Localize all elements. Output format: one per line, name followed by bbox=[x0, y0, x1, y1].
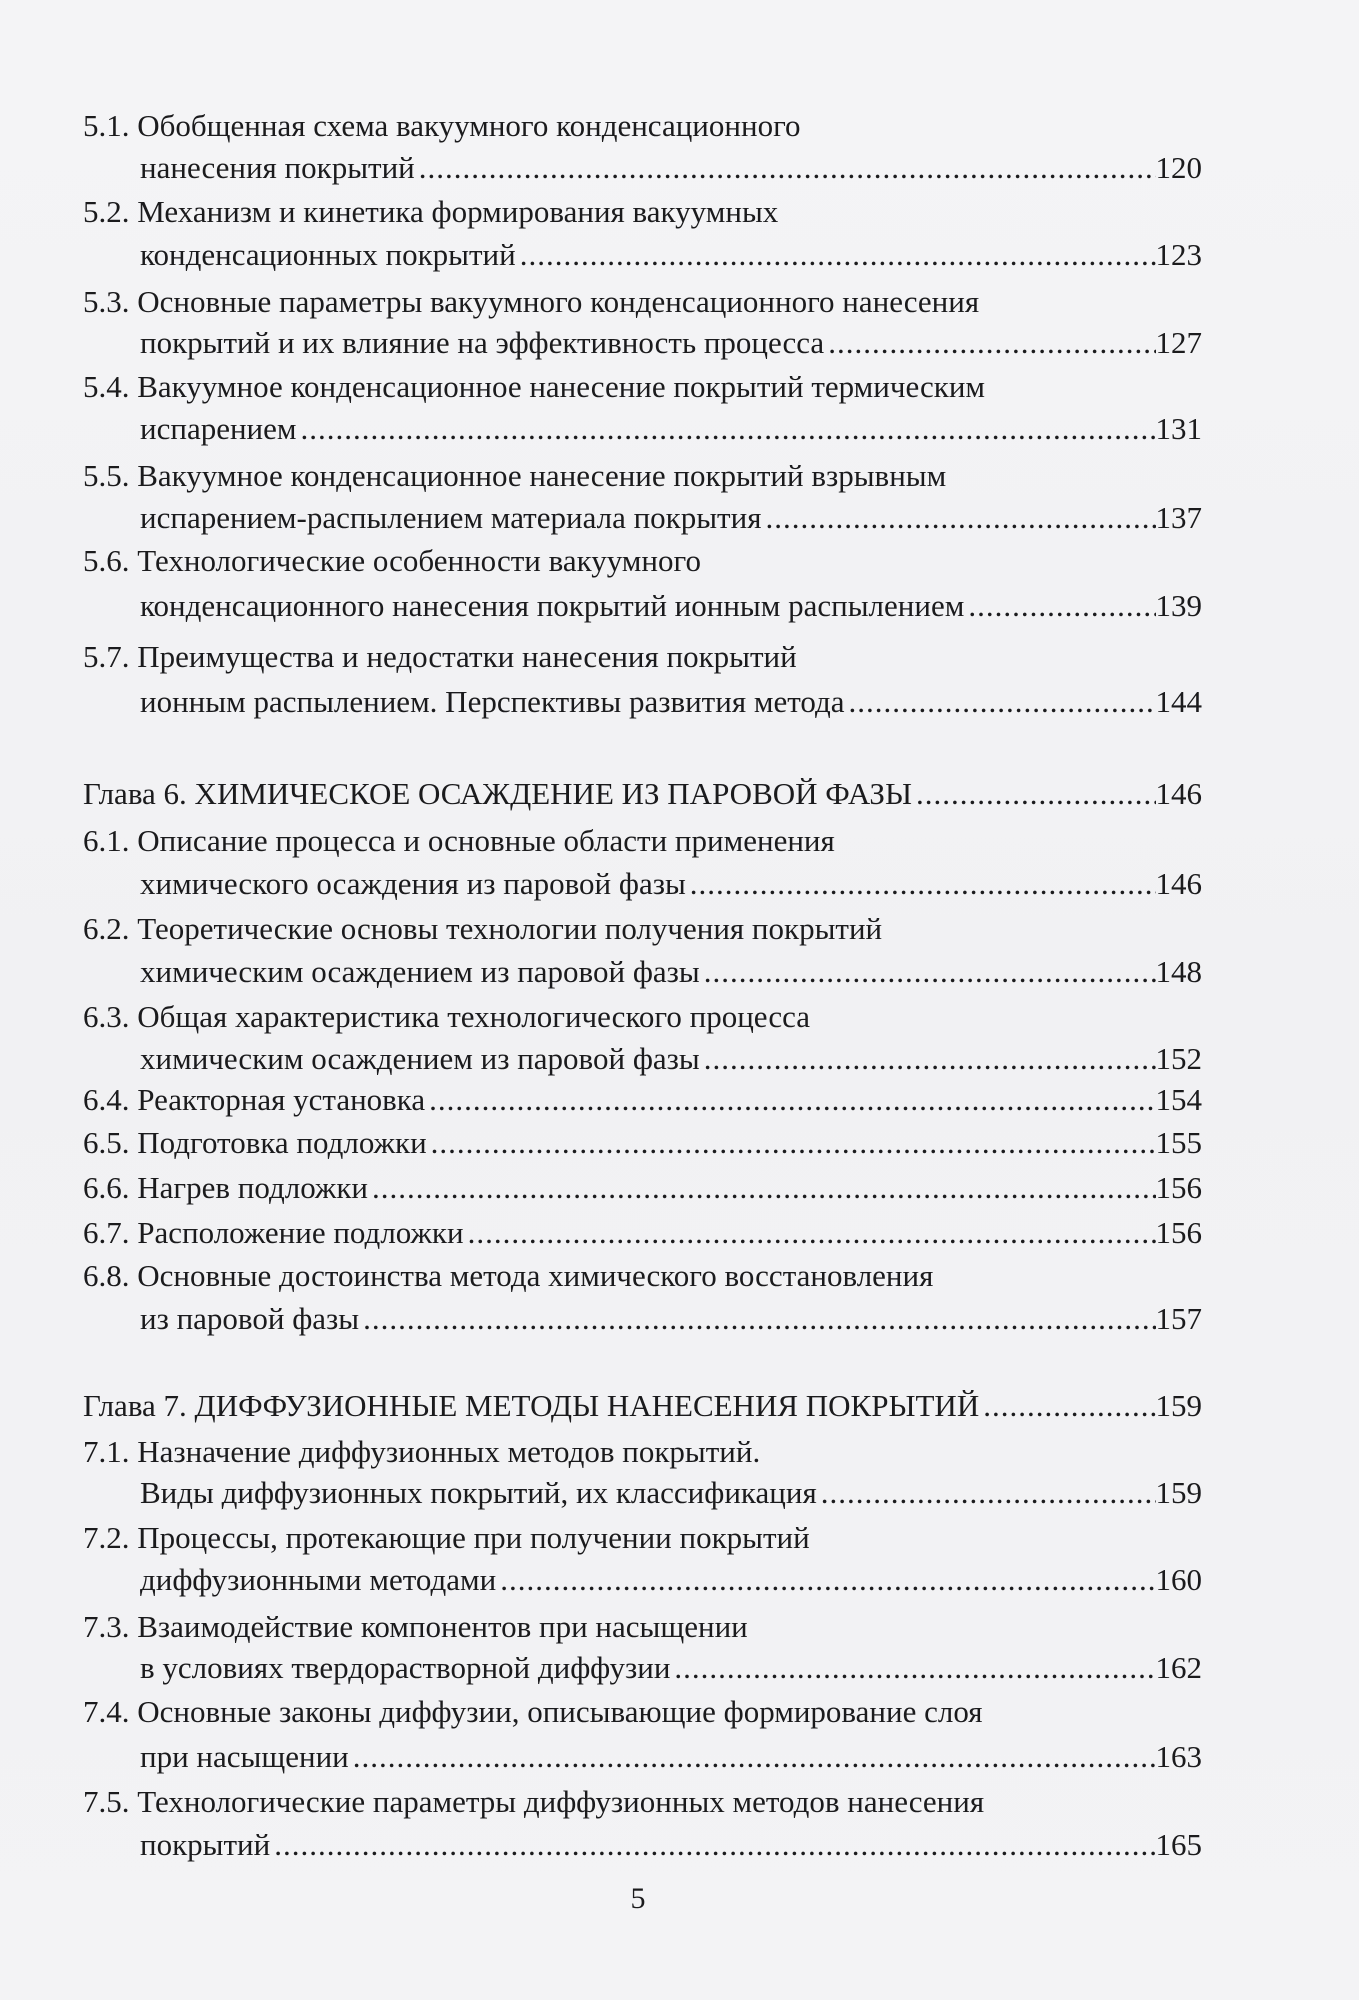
toc-page-number: 144 bbox=[1155, 684, 1202, 719]
toc-page-number: 159 bbox=[1155, 1388, 1202, 1423]
dot-leader bbox=[516, 235, 1156, 275]
toc-entry-line bbox=[140, 1737, 1202, 1777]
dot-leader bbox=[844, 682, 1155, 722]
toc-entry-text: ионным распылением. Перспективы развития метода bbox=[140, 684, 845, 719]
toc-entry-text: при насыщении bbox=[140, 1739, 349, 1774]
toc-entry-text: 7.1. Назначение диффузионных методов покрытий. bbox=[83, 1434, 761, 1469]
toc-entry-text: 5.1. Обобщенная схема вакуумного конденсационного bbox=[83, 108, 801, 143]
dot-leader bbox=[425, 1080, 1155, 1120]
toc-entry-text: из паровой фазы bbox=[140, 1301, 360, 1336]
toc-entry-line bbox=[140, 1473, 1202, 1513]
toc-entry-line bbox=[140, 1039, 1202, 1079]
page-number: 5 bbox=[630, 1882, 646, 1915]
toc-entry-title bbox=[83, 1518, 810, 1558]
toc-entry-title bbox=[83, 1256, 933, 1296]
toc-entry-text: испарением bbox=[140, 411, 297, 446]
toc-entry-line bbox=[140, 148, 1202, 188]
toc-entry-text: 7.5. Технологические параметры диффузионных методов нанесения bbox=[83, 1784, 985, 1819]
dot-leader bbox=[368, 1168, 1156, 1208]
chapter-title: Глава 6. ХИМИЧЕСКОЕ ОСАЖДЕНИЕ ИЗ ПАРОВОЙ ФАЗЫ bbox=[83, 776, 912, 811]
toc-page-number: 165 bbox=[1155, 1827, 1202, 1862]
toc-entry-title bbox=[83, 1692, 983, 1732]
toc-page-number: 146 bbox=[1155, 866, 1202, 901]
toc-page-number: 152 bbox=[1155, 1041, 1202, 1076]
toc-entry-title bbox=[83, 1607, 748, 1647]
toc-entry-text: конденсационных покрытий bbox=[140, 237, 516, 272]
toc-entry-text: 5.5. Вакуумное конденсационное нанесение покрытий взрывным bbox=[83, 458, 947, 493]
dot-leader bbox=[979, 1386, 1155, 1426]
toc-entry-text: 6.3. Общая характеристика технологического процесса bbox=[83, 999, 810, 1034]
dot-leader bbox=[700, 1039, 1156, 1079]
toc-page-number: 163 bbox=[1155, 1739, 1202, 1774]
toc-entry-text: 5.6. Технологические особенности вакуумного bbox=[83, 543, 701, 578]
dot-leader bbox=[297, 409, 1156, 449]
toc-page-number: 137 bbox=[1155, 500, 1202, 535]
dot-leader bbox=[964, 586, 1155, 626]
toc-entry-line bbox=[83, 1080, 1202, 1120]
toc-entry-text: 7.2. Процессы, протекающие при получении покрытий bbox=[83, 1520, 810, 1555]
toc-entry-line bbox=[140, 1299, 1202, 1339]
dot-leader bbox=[761, 498, 1155, 538]
toc-entry-text: нанесения покрытий bbox=[140, 150, 415, 185]
dot-leader bbox=[270, 1825, 1155, 1865]
toc-entry-text: химического осаждения из паровой фазы bbox=[140, 866, 686, 901]
toc-entry-text: конденсационного нанесения покрытий ионным распылением bbox=[140, 588, 965, 623]
toc-entry-line bbox=[140, 864, 1202, 904]
toc-page-number: 162 bbox=[1155, 1650, 1202, 1685]
toc-page-number: 123 bbox=[1155, 237, 1202, 272]
dot-leader bbox=[464, 1213, 1156, 1253]
toc-page-number: 146 bbox=[1155, 776, 1202, 811]
toc-entry-text: 5.7. Преимущества и недостатки нанесения покрытий bbox=[83, 639, 797, 674]
toc-entry-text: 7.4. Основные законы диффузии, описывающие формирование слоя bbox=[83, 1694, 983, 1729]
toc-page-number: 120 bbox=[1155, 150, 1202, 185]
toc-entry-text: Виды диффузионных покрытий, их классификация bbox=[140, 1475, 817, 1510]
dot-leader bbox=[427, 1123, 1156, 1163]
toc-entry-text: 6.5. Подготовка подложки bbox=[83, 1125, 427, 1160]
dot-leader bbox=[670, 1648, 1155, 1688]
toc-entry-title bbox=[83, 456, 946, 496]
dot-leader bbox=[686, 864, 1156, 904]
toc-entry-text: 7.3. Взаимодействие компонентов при насыщении bbox=[83, 1609, 748, 1644]
dot-leader bbox=[700, 952, 1156, 992]
toc-entry-title bbox=[83, 367, 985, 407]
toc-entry-text: 6.6. Нагрев подложки bbox=[83, 1170, 368, 1205]
toc-entry-title bbox=[83, 909, 882, 949]
toc-entry-line bbox=[140, 498, 1202, 538]
toc-entry-text: 6.8. Основные достоинства метода химического восстановления bbox=[83, 1258, 934, 1293]
toc-entry-text: 6.4. Реакторная установка bbox=[83, 1082, 426, 1117]
toc-entry-title bbox=[83, 192, 778, 232]
dot-leader bbox=[817, 1473, 1156, 1513]
toc-entry-title bbox=[83, 1782, 984, 1822]
toc-entry-text: 6.1. Описание процесса и основные области применения bbox=[83, 823, 835, 858]
toc-entry-line bbox=[83, 1123, 1202, 1163]
toc-entry-line bbox=[140, 952, 1202, 992]
toc-entry-title bbox=[83, 106, 801, 146]
toc-page-number: 159 bbox=[1155, 1475, 1202, 1510]
dot-leader bbox=[824, 323, 1155, 363]
toc-entry-line bbox=[83, 1168, 1202, 1208]
toc-entry-text: 5.3. Основные параметры вакуумного конденсационного нанесения bbox=[83, 284, 980, 319]
dot-leader bbox=[359, 1299, 1155, 1339]
toc-entry-title bbox=[83, 821, 835, 861]
toc-page-number: 139 bbox=[1155, 588, 1202, 623]
toc-entry-title bbox=[83, 1432, 760, 1472]
toc-page-number: 127 bbox=[1155, 325, 1202, 360]
toc-page-number: 131 bbox=[1155, 411, 1202, 446]
toc-entry-text: испарением-распылением материала покрытия bbox=[140, 500, 762, 535]
toc-entry-title bbox=[83, 541, 701, 581]
toc-entry-text: химическим осаждением из паровой фазы bbox=[140, 1041, 700, 1076]
toc-page-number: 156 bbox=[1155, 1215, 1202, 1250]
toc-entry-text: в условиях твердорастворной диффузии bbox=[140, 1650, 671, 1685]
toc-entry-text: химическим осаждением из паровой фазы bbox=[140, 954, 700, 989]
toc-entry-title bbox=[83, 997, 810, 1037]
toc-page-number: 155 bbox=[1155, 1125, 1202, 1160]
toc-entry-title bbox=[83, 282, 979, 322]
toc-entry-line bbox=[140, 682, 1202, 722]
toc-page-number: 156 bbox=[1155, 1170, 1202, 1205]
toc-entry-line bbox=[140, 235, 1202, 275]
chapter-heading bbox=[83, 1386, 1202, 1426]
toc-entry-line bbox=[140, 323, 1202, 363]
toc-entry-text: 5.4. Вакуумное конденсационное нанесение покрытий термическим bbox=[83, 369, 986, 404]
toc-page-number: 157 bbox=[1155, 1301, 1202, 1336]
toc-entry-text: 6.2. Теоретические основы технологии получения покрытий bbox=[83, 911, 883, 946]
toc-entry-line bbox=[140, 1825, 1202, 1865]
toc-entry-title bbox=[83, 637, 797, 677]
dot-leader bbox=[349, 1737, 1156, 1777]
toc-page-number: 160 bbox=[1155, 1562, 1202, 1597]
chapter-heading bbox=[83, 774, 1202, 814]
toc-entry-line bbox=[140, 1648, 1202, 1688]
toc-entry-line bbox=[140, 586, 1202, 626]
dot-leader bbox=[912, 774, 1156, 814]
toc-entry-line bbox=[83, 1213, 1202, 1253]
toc-entry-text: покрытий и их влияние на эффективность процесса bbox=[140, 325, 825, 360]
toc-entry-text: диффузионными методами bbox=[140, 1562, 497, 1597]
toc-entry-text: покрытий bbox=[140, 1827, 271, 1862]
chapter-title: Глава 7. ДИФФУЗИОННЫЕ МЕТОДЫ НАНЕСЕНИЯ ПОКРЫТИЙ bbox=[83, 1388, 980, 1423]
toc-entry-line bbox=[140, 1560, 1202, 1600]
toc-entry-line bbox=[140, 409, 1202, 449]
dot-leader bbox=[415, 148, 1156, 188]
dot-leader bbox=[496, 1560, 1155, 1600]
toc-entry-text: 6.7. Расположение подложки bbox=[83, 1215, 464, 1250]
toc-page-number: 154 bbox=[1155, 1082, 1202, 1117]
toc-entry-text: 5.2. Механизм и кинетика формирования вакуумных bbox=[83, 194, 779, 229]
toc-page-number: 148 bbox=[1155, 954, 1202, 989]
